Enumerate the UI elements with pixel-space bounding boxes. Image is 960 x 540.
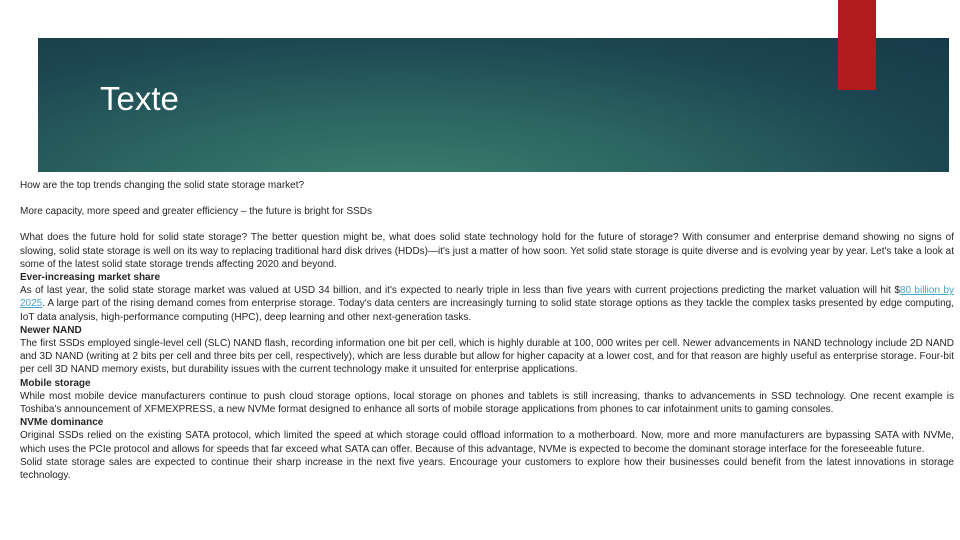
intro-paragraph: What does the future hold for solid state storage? The better question might be, what does solid state technology hold for the future of storage? With consumer and enterprise demand showing no signs of slowing, solid state storage is well on its way to replacing traditional hard disk drives (HDDs)—it's just a matter of how soon. Yet solid state storage is quite diverse and is evolving year by year. Let's take a look at some of the latest solid state storage trends affecting 2020 and beyond. <box>20 232 954 270</box>
section-text-newer-nand: The first SSDs employed single-level cell (SLC) NAND flash, recording information one bit per cell, which is highly durable at 100, 000 writes per cell. Newer advancements in NAND technology include 2D NAND and 3D NAND (writing at 2 bits per cell and three bits per cell, respectively), which are less durable but allow for higher capacity at a lower cost, and for that reason are highly useful as enterprise storage. Four-bit per cell 3D NAND memory exists, but durability issues with the current technology make it unsuited for enterprise applications. <box>20 338 954 376</box>
section-text-nvme-dominance: Original SSDs relied on the existing SATA protocol, which limited the speed at which storage could offload information to a motherboard. Now, more and more manufacturers are bypassing SATA with NVMe, which uses the PCIe protocol and allows for speeds that far exceed what SATA can offer. Because of this advantage, NVMe is expected to become the dominant storage interface for the foreseeable future. <box>20 430 954 455</box>
accent-tab <box>838 0 876 90</box>
section-text-market-share <box>20 284 954 324</box>
section-heading-mobile-storage: Mobile storage <box>20 377 91 389</box>
question-line: How are the top trends changing the solid state storage market? <box>20 180 305 191</box>
market-share-text-after: . A large part of the rising demand comes from enterprise storage. Today's data centers are increasingly turning to solid state storage options as they tackle the complex tasks presented by edge computing, IoT data analysis, high-performance computing (HPC), deep learning and other next-generation tasks. <box>20 298 954 323</box>
tagline: More capacity, more speed and greater efficiency – the future is bright for SSDs <box>20 206 373 218</box>
closing-paragraph: Solid state storage sales are expected to continue their sharp increase in the next five years. Encourage your customers to explore how their businesses could benefit from the latest innovations in storage technology. <box>20 456 954 482</box>
section-heading-nvme-dominance: NVMe dominance <box>20 417 104 429</box>
body-text <box>20 179 954 482</box>
market-projection-link[interactable]: 80 billion by 2025 <box>20 285 954 310</box>
market-share-text-before: As of last year, the solid state storage market was valued at USD 34 billion, and it's expected to nearly triple in less than five years with current projections predicting the market valuation will hit $ <box>20 285 900 297</box>
slide-title: Texte <box>100 80 179 117</box>
section-heading-newer-nand: Newer NAND <box>20 324 82 336</box>
section-text-mobile-storage: While most mobile device manufacturers continue to push cloud storage options, local storage on phones and tablets is still increasing, thanks to advancements in SSD technology. One recent example is Toshiba's announcement of XFMEXPRESS, a new NVMe format designed to enhance all sorts of mobile storage applications from phones to car infotainment units to gaming consoles. <box>20 390 954 416</box>
section-heading-market-share: Ever-increasing market share <box>20 272 161 284</box>
